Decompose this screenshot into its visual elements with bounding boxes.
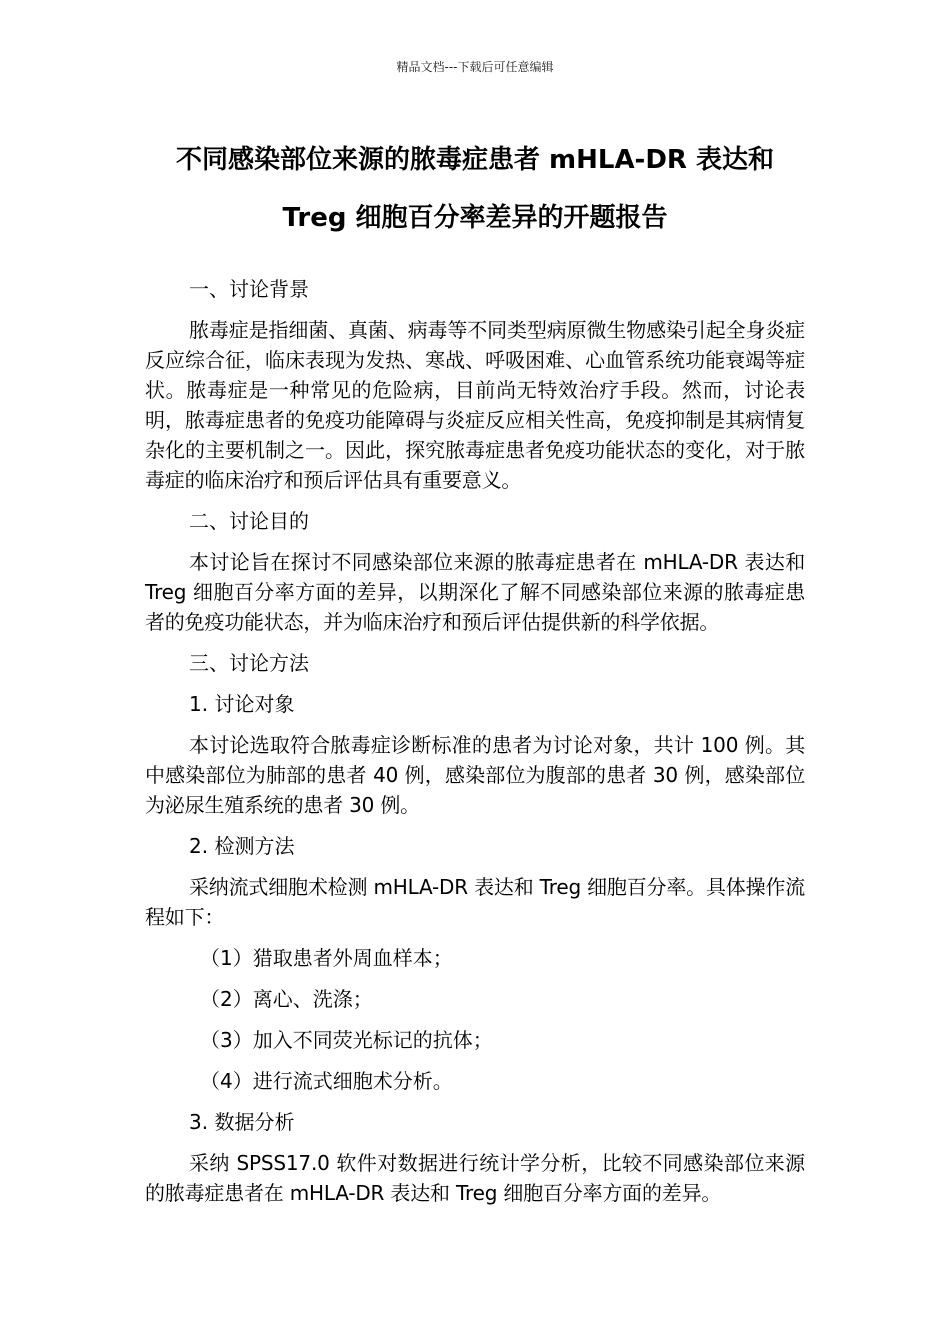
subsection-heading-detection: 2. 检测方法: [189, 834, 295, 858]
subsection-text-subjects: 本讨论选取符合脓毒症诊断标准的患者为讨论对象，共计 100 例。其中感染部位为肺部的患者 40 例，感染部位为腹部的患者 30 例，感染部位为泌尿生殖系统的患者 30 例。: [145, 733, 805, 817]
subsection-heading-analysis: 3. 数据分析: [189, 1110, 295, 1134]
procedure-step: （3）加入不同荧光标记的抗体；: [200, 1028, 493, 1052]
section-heading-methods: 三、讨论方法: [189, 651, 309, 675]
section-heading-background: 一、讨论背景: [189, 277, 309, 301]
header-note: 精品文档---下载后可任意编辑: [396, 60, 554, 74]
subsection-text-detection: 采纳流式细胞术检测 mHLA-DR 表达和 Treg 细胞百分率。具体操作流程如下：: [145, 875, 805, 929]
document-body: [145, 274, 805, 1219]
procedure-step: （2）离心、洗涤；: [200, 987, 373, 1011]
procedure-step: （4）进行流式细胞术分析。: [200, 1069, 453, 1093]
section-heading-purpose: 二、讨论目的: [189, 509, 309, 533]
subsection-heading-subjects: 1. 讨论对象: [189, 692, 295, 716]
document-title-line-1: 不同感染部位来源的脓毒症患者 mHLA-DR 表达和: [175, 145, 775, 175]
subsection-text-analysis: 采纳 SPSS17.0 软件对数据进行统计学分析，比较不同感染部位来源的脓毒症患者在 mHLA-DR 表达和 Treg 细胞百分率方面的差异。: [145, 1151, 805, 1205]
section-text-purpose: 本讨论旨在探讨不同感染部位来源的脓毒症患者在 mHLA-DR 表达和 Treg 细胞百分率方面的差异，以期深化了解不同感染部位来源的脓毒症患者的免疫功能状态，并为临床治疗和预后评估提供新的科学依据。: [145, 550, 805, 634]
document-title-line-2: Treg 细胞百分率差异的开题报告: [282, 203, 668, 233]
section-text-background: 脓毒症是指细菌、真菌、病毒等不同类型病原微生物感染引起全身炎症反应综合征，临床表现为发热、寒战、呼吸困难、心血管系统功能衰竭等症状。脓毒症是一种常见的危险病，目前尚无特效治疗手段。然而，讨论表明，脓毒症患者的免疫功能障碍与炎症反应相关性高，免疫抑制是其病情复杂化的主要机制之一。因此，探究脓毒症患者免疫功能状态的变化，对于脓毒症的临床治疗和预后评估具有重要意义。: [145, 318, 805, 492]
procedure-step: （1）猎取患者外周血样本；: [200, 946, 453, 970]
